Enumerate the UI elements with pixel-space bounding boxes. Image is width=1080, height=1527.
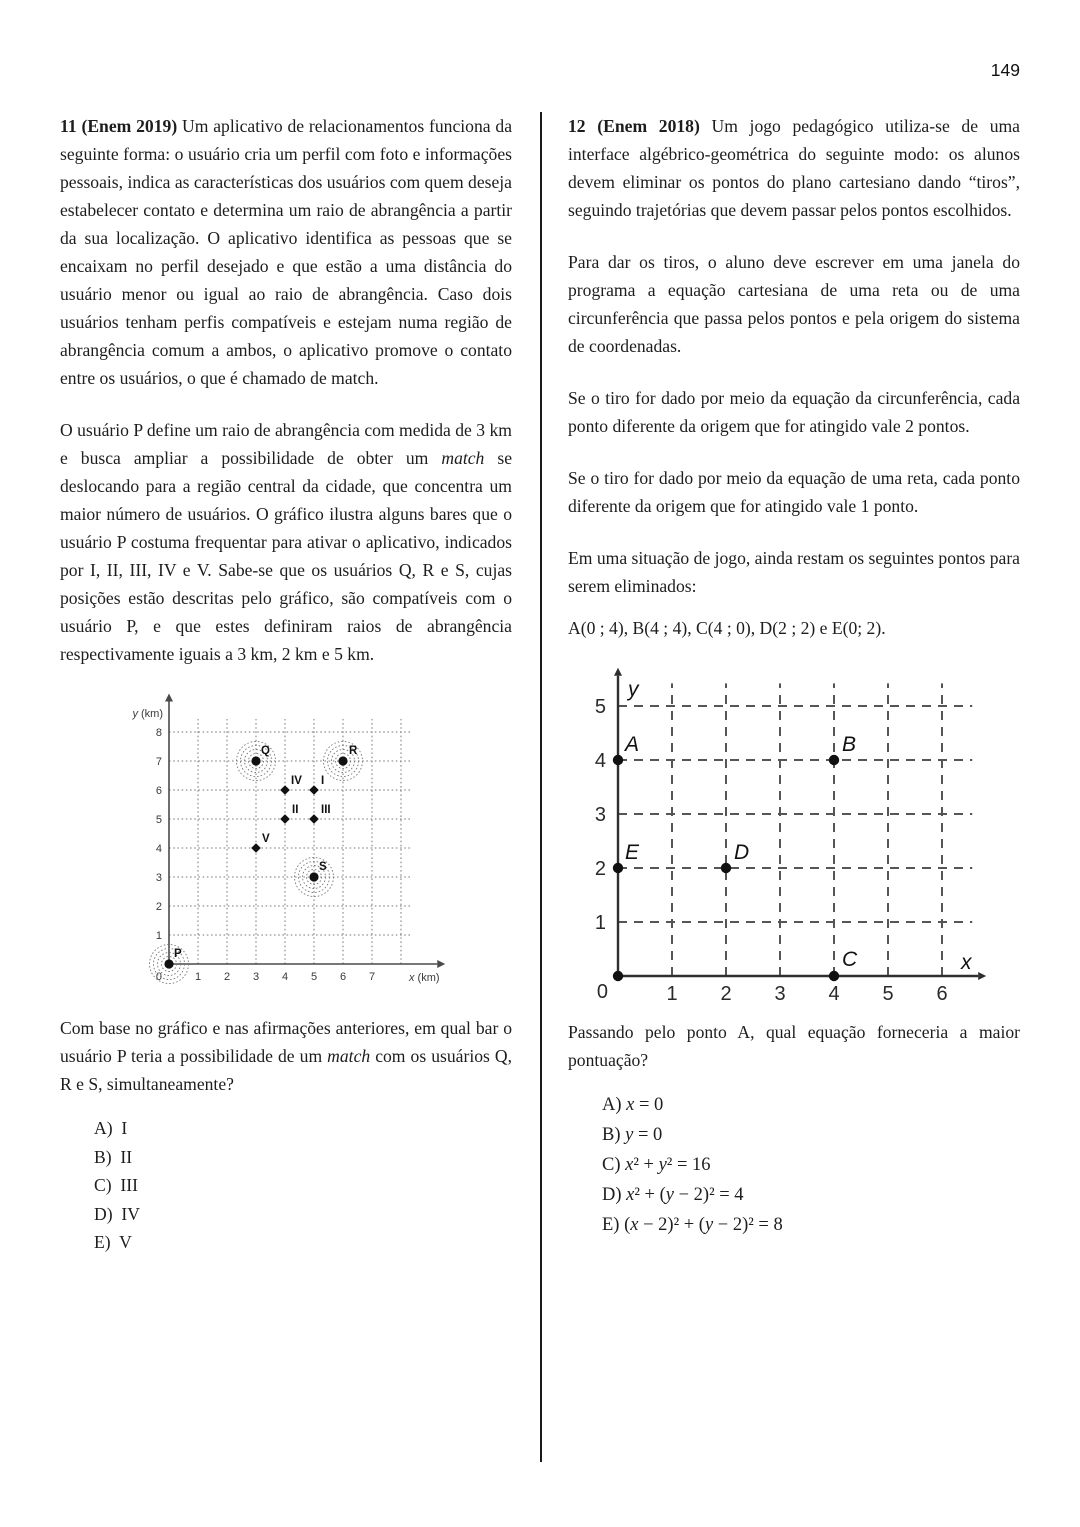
svg-text:P: P bbox=[174, 948, 182, 960]
q12-paragraph-3: Se o tiro for dado por meio da equação da circunferência, cada ponto diferente da origem que for atingido vale 2 pontos. bbox=[568, 388, 1020, 436]
gridlines bbox=[169, 719, 412, 964]
question-12 bbox=[568, 112, 1020, 1240]
svg-text:1: 1 bbox=[194, 971, 202, 983]
svg-text:2: 2 bbox=[223, 971, 231, 983]
q12-chart bbox=[584, 666, 998, 1002]
svg-text:1: 1 bbox=[666, 983, 678, 1002]
q11-option-a: A) I bbox=[94, 1118, 128, 1138]
axis-arrows bbox=[165, 694, 445, 968]
svg-text:S: S bbox=[319, 861, 327, 873]
svg-text:3: 3 bbox=[774, 983, 786, 1002]
axis-arrows bbox=[614, 668, 986, 980]
svg-text:3: 3 bbox=[252, 971, 260, 983]
q11-chart-svg bbox=[115, 692, 467, 1000]
chart-point-II bbox=[280, 804, 298, 824]
svg-text:6: 6 bbox=[936, 983, 948, 1002]
q12-paragraph-1: 12 (Enem 2018) Um jogo pedagógico utiliza-se de uma interface algébrico-geométrica do seguinte modo: os alunos devem eliminar os pontos do plano cartesiano dando “tiros”, seguindo trajetórias que devem passar pelos pontos escolhidos. bbox=[568, 116, 1020, 220]
svg-text:A: A bbox=[625, 733, 640, 756]
q11-options bbox=[60, 1114, 512, 1257]
svg-text:D: D bbox=[734, 841, 750, 864]
q12-paragraph-2: Para dar os tiros, o aluno deve escrever em uma janela do programa a equação cartesiana de uma reta ou de uma circunferência que passa pelos pontos e pela origem do sistema de coordenadas. bbox=[568, 252, 1020, 356]
svg-text:V: V bbox=[262, 833, 270, 845]
q12-option-d: D) x² + (y − 2)² = 4 bbox=[602, 1185, 744, 1205]
svg-text:III: III bbox=[321, 804, 331, 816]
q12-question: Passando pelo ponto A, qual equação forneceria a maior pontuação? bbox=[568, 1022, 1020, 1070]
svg-text:2: 2 bbox=[720, 983, 732, 1002]
svg-text:II: II bbox=[292, 804, 299, 816]
svg-text:0: 0 bbox=[596, 981, 608, 1002]
svg-text:C: C bbox=[842, 948, 858, 971]
svg-text:6: 6 bbox=[155, 784, 162, 797]
axis-label: x (km) bbox=[409, 972, 440, 984]
gridlines bbox=[618, 683, 972, 976]
svg-text:2: 2 bbox=[155, 900, 162, 913]
column-divider bbox=[540, 112, 542, 1462]
q11-question: Com base no gráfico e nas afirmações anteriores, em qual bar o usuário P teria a possibilidade de um match com os usuários Q, R e S, simultaneamente? bbox=[60, 1018, 512, 1094]
svg-text:5: 5 bbox=[594, 696, 606, 718]
svg-text:5: 5 bbox=[155, 813, 162, 826]
page-number: 149 bbox=[990, 60, 1020, 80]
chart-point-origin bbox=[613, 971, 623, 981]
svg-text:7: 7 bbox=[155, 755, 162, 768]
q12-option-c: C) x² + y² = 16 bbox=[602, 1155, 711, 1175]
axis-label: x bbox=[961, 951, 972, 974]
svg-text:6: 6 bbox=[339, 971, 347, 983]
svg-text:I: I bbox=[321, 775, 325, 787]
svg-text:7: 7 bbox=[368, 971, 376, 983]
axes bbox=[169, 702, 437, 964]
q12-option-a: A) x = 0 bbox=[602, 1095, 664, 1115]
chart-point-I bbox=[309, 775, 324, 795]
svg-text:4: 4 bbox=[155, 842, 162, 855]
svg-text:3: 3 bbox=[155, 871, 162, 884]
svg-text:E: E bbox=[625, 841, 640, 864]
svg-text:2: 2 bbox=[594, 858, 606, 880]
q12-option-b: B) y = 0 bbox=[602, 1125, 663, 1145]
q11-option-b: B) II bbox=[94, 1146, 133, 1167]
chart-point-IV bbox=[280, 775, 302, 795]
svg-text:IV: IV bbox=[291, 775, 302, 787]
q11-option-c: C) III bbox=[94, 1175, 138, 1195]
svg-text:1: 1 bbox=[155, 929, 162, 942]
q12-options bbox=[568, 1090, 1020, 1240]
q11-chart bbox=[115, 692, 467, 1000]
svg-text:Q: Q bbox=[261, 745, 270, 757]
axis-label: y bbox=[628, 678, 639, 701]
chart-point-III bbox=[309, 804, 330, 824]
tick-labels bbox=[595, 696, 948, 1002]
q11-paragraph-2: O usuário P define um raio de abrangência com medida de 3 km e busca ampliar a possibilidade de obter um match se deslocando para a região central da cidade, que concentra um maior número de usuários. O gráfico ilustra alguns bares que o usuário P costuma frequentar para ativar o aplicativo, indicados por I, II, III, IV e V. Sabe-se que os usuários Q, R e S, cujas posições estão descritas pelo gráfico, são compatíveis com o usuário P, e que estes definiram raios de abrangência respectivamente iguais a 3 km, 2 km e 5 km. bbox=[60, 420, 512, 664]
q11-option-e: E) V bbox=[94, 1232, 132, 1252]
svg-text:R: R bbox=[349, 745, 358, 757]
q12-paragraph-4: Se o tiro for dado por meio da equação de uma reta, cada ponto diferente da origem que for atingido vale 1 ponto. bbox=[568, 468, 1020, 516]
svg-text:B: B bbox=[842, 733, 857, 756]
svg-text:5: 5 bbox=[310, 971, 318, 983]
svg-text:1: 1 bbox=[594, 912, 606, 934]
chart-point-V bbox=[251, 833, 270, 853]
svg-text:0: 0 bbox=[155, 971, 162, 983]
svg-text:4: 4 bbox=[281, 971, 289, 983]
question-11 bbox=[60, 112, 512, 1257]
svg-text:4: 4 bbox=[594, 750, 606, 772]
q12-points-list: A(0 ; 4), B(4 ; 4), C(4 ; 0), D(2 ; 2) e E(0; 2). bbox=[568, 618, 886, 638]
axis-label: y (km) bbox=[132, 708, 163, 720]
svg-text:4: 4 bbox=[828, 983, 840, 1002]
q11-paragraph-1: 11 (Enem 2019) Um aplicativo de relacionamentos funciona da seguinte forma: o usuário cria um perfil com foto e informações pessoais, indica as características dos usuários com quem deseja estabelecer contato e determina um raio de abrangência a partir da sua localização. O aplicativo identifica as pessoas que se encaixam no perfil desejado e que estão a uma distância do usuário menor ou igual ao raio de abrangência. Caso dois usuários tenham perfis compatíveis e estejam numa região de abrangência comum a ambos, o aplicativo promove o contato entre os usuários, o que é chamado de match. bbox=[60, 116, 513, 388]
q11-option-d: D) IV bbox=[94, 1203, 140, 1224]
q12-paragraph-5: Em uma situação de jogo, ainda restam os seguintes pontos para serem eliminados: bbox=[568, 548, 1020, 596]
q12-option-e: E) (x − 2)² + (y − 2)² = 8 bbox=[602, 1215, 783, 1235]
svg-text:8: 8 bbox=[155, 726, 162, 739]
svg-text:5: 5 bbox=[882, 983, 894, 1002]
svg-text:3: 3 bbox=[594, 804, 606, 826]
q12-chart-svg bbox=[584, 666, 998, 1002]
